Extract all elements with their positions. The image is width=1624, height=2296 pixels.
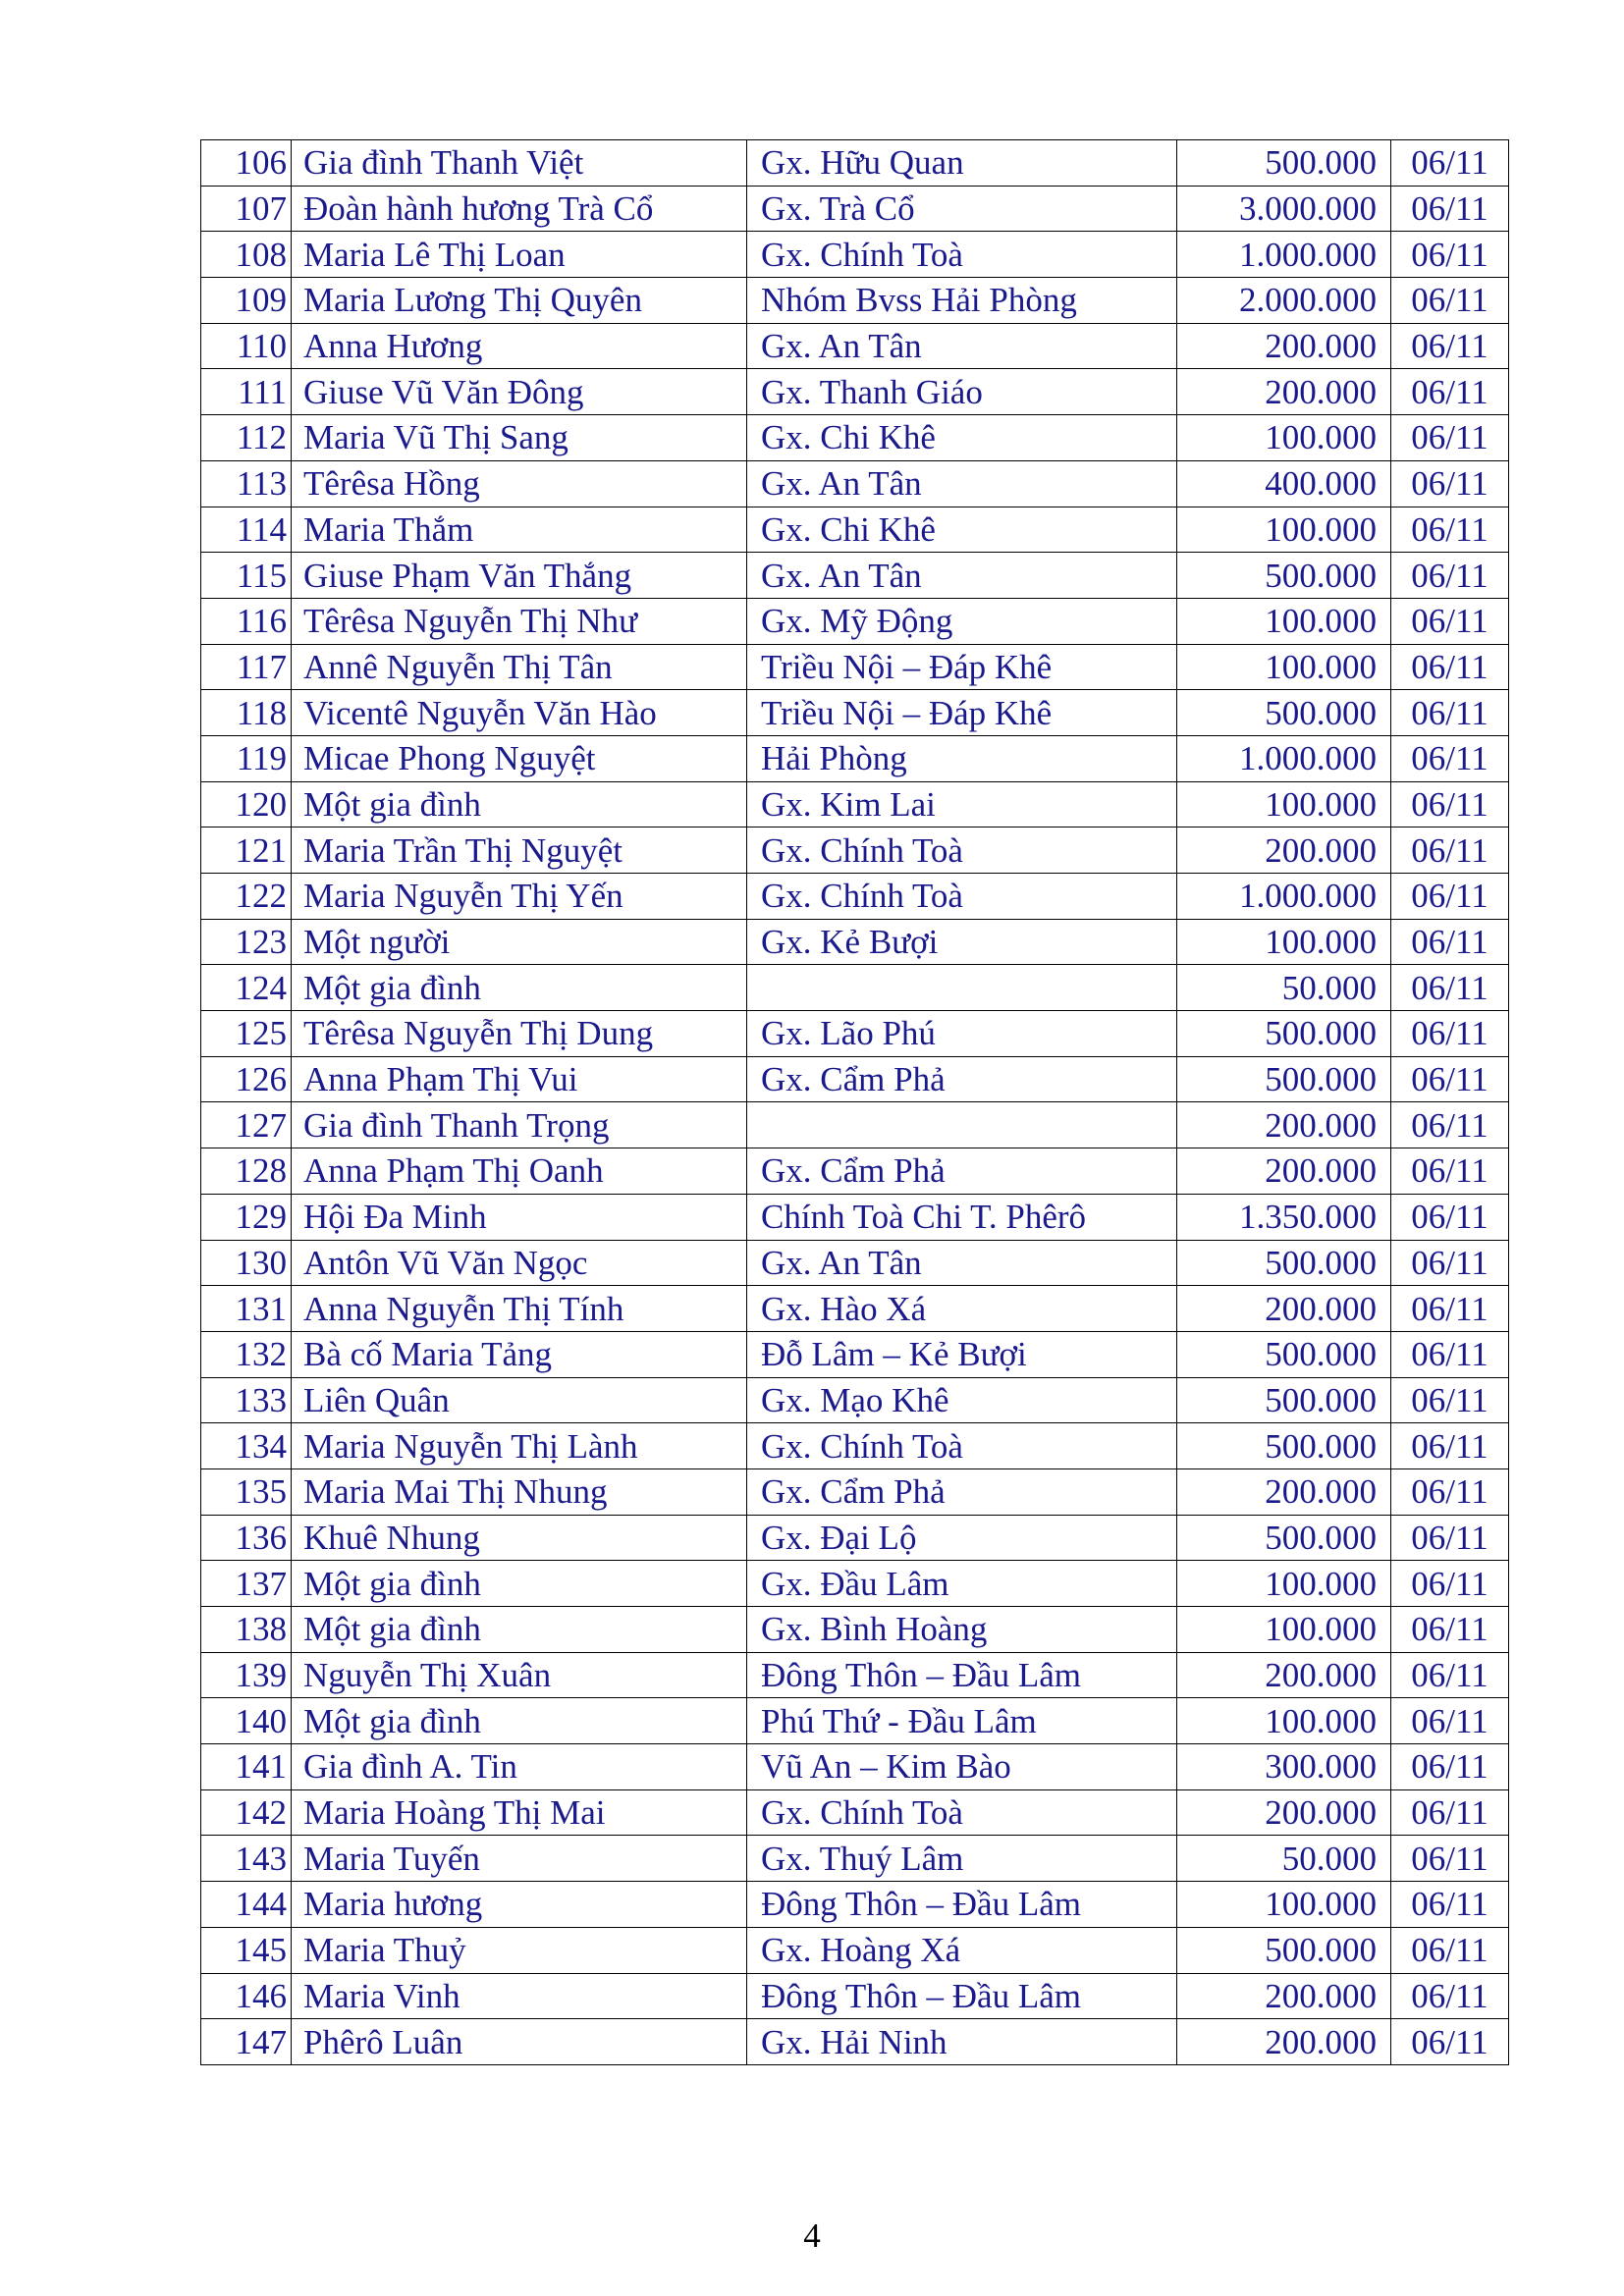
donation-date: 06/11 [1391, 874, 1509, 920]
donor-name: Giuse Phạm Văn Thắng [292, 553, 747, 599]
parish-location: Triều Nội – Đáp Khê [747, 644, 1177, 690]
parish-location: Gx. Đại Lộ [747, 1515, 1177, 1561]
table-row [201, 415, 1509, 461]
donation-amount: 200.000 [1177, 1468, 1391, 1515]
donation-date: 06/11 [1391, 186, 1509, 232]
donor-name: Maria Thắm [292, 507, 747, 553]
donation-date: 06/11 [1391, 1240, 1509, 1286]
entry-number: 121 [201, 828, 292, 874]
donation-amount: 500.000 [1177, 1056, 1391, 1102]
table-row [201, 323, 1509, 369]
table-row [201, 1148, 1509, 1195]
parish-location: Gx. Cẩm Phả [747, 1468, 1177, 1515]
entry-number: 119 [201, 735, 292, 781]
donation-amount: 500.000 [1177, 1240, 1391, 1286]
table-row [201, 598, 1509, 644]
donation-amount: 100.000 [1177, 598, 1391, 644]
donation-amount: 200.000 [1177, 1973, 1391, 2019]
entry-number: 136 [201, 1515, 292, 1561]
donation-amount: 500.000 [1177, 1011, 1391, 1057]
donation-amount: 1.000.000 [1177, 874, 1391, 920]
parish-location: Gx. Trà Cổ [747, 186, 1177, 232]
entry-number: 122 [201, 874, 292, 920]
donor-name: Maria Hoàng Thị Mai [292, 1789, 747, 1836]
table-row [201, 828, 1509, 874]
table-row [201, 1698, 1509, 1744]
donation-amount: 50.000 [1177, 965, 1391, 1011]
entry-number: 107 [201, 186, 292, 232]
donation-amount: 500.000 [1177, 1927, 1391, 1973]
entry-number: 126 [201, 1056, 292, 1102]
donation-amount: 500.000 [1177, 1423, 1391, 1469]
entry-number: 131 [201, 1286, 292, 1332]
parish-location: Gx. An Tân [747, 460, 1177, 507]
parish-location: Gx. An Tân [747, 553, 1177, 599]
parish-location: Triều Nội – Đáp Khê [747, 690, 1177, 736]
entry-number: 124 [201, 965, 292, 1011]
donation-amount: 1.000.000 [1177, 232, 1391, 278]
donation-amount: 3.000.000 [1177, 186, 1391, 232]
donation-amount: 200.000 [1177, 828, 1391, 874]
donation-amount: 100.000 [1177, 1698, 1391, 1744]
donor-name: Maria hương [292, 1882, 747, 1928]
donor-name: Têrêsa Hồng [292, 460, 747, 507]
parish-location: Gx. Bình Hoàng [747, 1607, 1177, 1653]
donation-date: 06/11 [1391, 1882, 1509, 1928]
donor-name: Anna Phạm Thị Vui [292, 1056, 747, 1102]
donation-date: 06/11 [1391, 1789, 1509, 1836]
parish-location: Gx. Chính Toà [747, 1423, 1177, 1469]
table-row [201, 1882, 1509, 1928]
parish-location: Chính Toà Chi T. Phêrô [747, 1194, 1177, 1240]
donation-amount: 200.000 [1177, 1789, 1391, 1836]
donation-date: 06/11 [1391, 140, 1509, 187]
entry-number: 134 [201, 1423, 292, 1469]
donation-amount: 100.000 [1177, 919, 1391, 965]
donation-amount: 200.000 [1177, 369, 1391, 415]
donation-date: 06/11 [1391, 1331, 1509, 1377]
entry-number: 133 [201, 1377, 292, 1423]
donor-name: Anna Nguyễn Thị Tính [292, 1286, 747, 1332]
donation-date: 06/11 [1391, 232, 1509, 278]
donation-date: 06/11 [1391, 1561, 1509, 1607]
donation-date: 06/11 [1391, 1286, 1509, 1332]
donor-name: Maria Mai Thị Nhung [292, 1468, 747, 1515]
entry-number: 142 [201, 1789, 292, 1836]
parish-location: Gx. Mạo Khê [747, 1377, 1177, 1423]
parish-location: Gx. An Tân [747, 323, 1177, 369]
donation-amount: 400.000 [1177, 460, 1391, 507]
parish-location [747, 965, 1177, 1011]
parish-location: Gx. Chính Toà [747, 874, 1177, 920]
donation-amount: 500.000 [1177, 1515, 1391, 1561]
donation-date: 06/11 [1391, 1102, 1509, 1148]
donor-name: Phêrô Luân [292, 2019, 747, 2065]
entry-number: 111 [201, 369, 292, 415]
donation-amount: 100.000 [1177, 507, 1391, 553]
donor-name: Đoàn hành hương Trà Cổ [292, 186, 747, 232]
table-row [201, 278, 1509, 324]
entry-number: 120 [201, 781, 292, 828]
donor-name: Gia đình Thanh Trọng [292, 1102, 747, 1148]
donation-amount: 100.000 [1177, 1882, 1391, 1928]
donor-name: Một gia đình [292, 781, 747, 828]
donation-amount: 100.000 [1177, 781, 1391, 828]
donor-name: Nguyễn Thị Xuân [292, 1652, 747, 1698]
donor-name: Maria Nguyễn Thị Yến [292, 874, 747, 920]
entry-number: 145 [201, 1927, 292, 1973]
donor-name: Maria Thuỷ [292, 1927, 747, 1973]
donation-amount: 100.000 [1177, 1561, 1391, 1607]
parish-location: Gx. Kẻ Bượi [747, 919, 1177, 965]
donor-name: Anna Hương [292, 323, 747, 369]
donor-name: Micae Phong Nguyệt [292, 735, 747, 781]
donor-name: Maria Nguyễn Thị Lành [292, 1423, 747, 1469]
donation-date: 06/11 [1391, 460, 1509, 507]
entry-number: 129 [201, 1194, 292, 1240]
donation-date: 06/11 [1391, 1468, 1509, 1515]
table-row [201, 460, 1509, 507]
donation-amount: 500.000 [1177, 690, 1391, 736]
donation-date: 06/11 [1391, 553, 1509, 599]
parish-location: Hải Phòng [747, 735, 1177, 781]
donation-amount: 100.000 [1177, 415, 1391, 461]
donation-amount: 50.000 [1177, 1836, 1391, 1882]
entry-number: 147 [201, 2019, 292, 2065]
donor-name: Têrêsa Nguyễn Thị Như [292, 598, 747, 644]
table-row [201, 1377, 1509, 1423]
parish-location: Gx. Chính Toà [747, 232, 1177, 278]
table-row [201, 1286, 1509, 1332]
donation-amount: 1.000.000 [1177, 735, 1391, 781]
table-row [201, 1927, 1509, 1973]
donation-amount: 200.000 [1177, 1102, 1391, 1148]
parish-location: Gx. Hữu Quan [747, 140, 1177, 187]
donor-name: Bà cố Maria Tảng [292, 1331, 747, 1377]
donation-date: 06/11 [1391, 781, 1509, 828]
donation-amount: 200.000 [1177, 1652, 1391, 1698]
donation-date: 06/11 [1391, 598, 1509, 644]
donor-name: Maria Tuyến [292, 1836, 747, 1882]
donation-date: 06/11 [1391, 735, 1509, 781]
table-row [201, 735, 1509, 781]
table-row [201, 1240, 1509, 1286]
donation-amount: 500.000 [1177, 140, 1391, 187]
donation-date: 06/11 [1391, 1423, 1509, 1469]
parish-location: Gx. Đầu Lâm [747, 1561, 1177, 1607]
entry-number: 114 [201, 507, 292, 553]
parish-location: Đông Thôn – Đầu Lâm [747, 1652, 1177, 1698]
parish-location: Vũ An – Kim Bào [747, 1744, 1177, 1790]
parish-location: Gx. Hải Ninh [747, 2019, 1177, 2065]
donation-amount: 100.000 [1177, 1607, 1391, 1653]
table-row [201, 965, 1509, 1011]
parish-location: Gx. Hoàng Xá [747, 1927, 1177, 1973]
parish-location: Gx. Cẩm Phả [747, 1148, 1177, 1195]
entry-number: 112 [201, 415, 292, 461]
table-row [201, 1789, 1509, 1836]
donation-amount: 300.000 [1177, 1744, 1391, 1790]
table-row [201, 1607, 1509, 1653]
donor-name: Khuê Nhung [292, 1515, 747, 1561]
donation-date: 06/11 [1391, 690, 1509, 736]
table-row [201, 1652, 1509, 1698]
donation-amount: 500.000 [1177, 553, 1391, 599]
parish-location: Gx. Chi Khê [747, 507, 1177, 553]
donor-name: Annê Nguyễn Thị Tân [292, 644, 747, 690]
table-row [201, 644, 1509, 690]
donation-amount: 200.000 [1177, 1286, 1391, 1332]
table-row [201, 186, 1509, 232]
donor-name: Têrêsa Nguyễn Thị Dung [292, 1011, 747, 1057]
donation-date: 06/11 [1391, 415, 1509, 461]
donation-date: 06/11 [1391, 1744, 1509, 1790]
table-row [201, 369, 1509, 415]
parish-location: Gx. Chi Khê [747, 415, 1177, 461]
table-row [201, 553, 1509, 599]
donor-name: Một gia đình [292, 1561, 747, 1607]
parish-location: Phú Thứ - Đầu Lâm [747, 1698, 1177, 1744]
entry-number: 113 [201, 460, 292, 507]
entry-number: 109 [201, 278, 292, 324]
donor-name: Maria Vũ Thị Sang [292, 415, 747, 461]
entry-number: 116 [201, 598, 292, 644]
entry-number: 110 [201, 323, 292, 369]
entry-number: 140 [201, 1698, 292, 1744]
donation-amount: 500.000 [1177, 1377, 1391, 1423]
table-row [201, 1011, 1509, 1057]
donation-amount: 200.000 [1177, 2019, 1391, 2065]
donor-name: Maria Vinh [292, 1973, 747, 2019]
donation-date: 06/11 [1391, 2019, 1509, 2065]
table-row [201, 1102, 1509, 1148]
entry-number: 130 [201, 1240, 292, 1286]
donor-name: Antôn Vũ Văn Ngọc [292, 1240, 747, 1286]
donation-amount: 200.000 [1177, 323, 1391, 369]
donation-date: 06/11 [1391, 1973, 1509, 2019]
entry-number: 118 [201, 690, 292, 736]
table-row [201, 1331, 1509, 1377]
donation-amount: 500.000 [1177, 1331, 1391, 1377]
donation-date: 06/11 [1391, 965, 1509, 1011]
entry-number: 125 [201, 1011, 292, 1057]
donation-amount: 200.000 [1177, 1148, 1391, 1195]
table-row [201, 781, 1509, 828]
donor-name: Anna Phạm Thị Oanh [292, 1148, 747, 1195]
parish-location: Gx. Chính Toà [747, 1789, 1177, 1836]
entry-number: 108 [201, 232, 292, 278]
entry-number: 128 [201, 1148, 292, 1195]
table-row [201, 1515, 1509, 1561]
entry-number: 132 [201, 1331, 292, 1377]
parish-location: Gx. Hào Xá [747, 1286, 1177, 1332]
donation-table [200, 139, 1509, 2065]
donation-amount: 2.000.000 [1177, 278, 1391, 324]
table-row [201, 1744, 1509, 1790]
donation-date: 06/11 [1391, 1148, 1509, 1195]
parish-location: Gx. Lão Phú [747, 1011, 1177, 1057]
donor-name: Một gia đình [292, 965, 747, 1011]
donor-name: Gia đình A. Tin [292, 1744, 747, 1790]
table-row [201, 1056, 1509, 1102]
entry-number: 123 [201, 919, 292, 965]
parish-location: Gx. An Tân [747, 1240, 1177, 1286]
table-row [201, 1561, 1509, 1607]
parish-location: Gx. Cẩm Phả [747, 1056, 1177, 1102]
entry-number: 137 [201, 1561, 292, 1607]
parish-location: Gx. Thuý Lâm [747, 1836, 1177, 1882]
table-row [201, 1468, 1509, 1515]
table-row [201, 232, 1509, 278]
table-row [201, 874, 1509, 920]
parish-location: Gx. Mỹ Động [747, 598, 1177, 644]
donor-name: Maria Trần Thị Nguyệt [292, 828, 747, 874]
donor-name: Một gia đình [292, 1698, 747, 1744]
table-row [201, 690, 1509, 736]
donation-date: 06/11 [1391, 1927, 1509, 1973]
donation-date: 06/11 [1391, 1652, 1509, 1698]
table-row [201, 2019, 1509, 2065]
donation-date: 06/11 [1391, 278, 1509, 324]
entry-number: 135 [201, 1468, 292, 1515]
donation-date: 06/11 [1391, 1607, 1509, 1653]
entry-number: 144 [201, 1882, 292, 1928]
donation-date: 06/11 [1391, 1377, 1509, 1423]
table-row [201, 1194, 1509, 1240]
entry-number: 117 [201, 644, 292, 690]
entry-number: 141 [201, 1744, 292, 1790]
donation-date: 06/11 [1391, 323, 1509, 369]
entry-number: 106 [201, 140, 292, 187]
donor-name: Một người [292, 919, 747, 965]
table-row [201, 1973, 1509, 2019]
donor-name: Liên Quân [292, 1377, 747, 1423]
donor-name: Một gia đình [292, 1607, 747, 1653]
donation-date: 06/11 [1391, 369, 1509, 415]
table-row [201, 1423, 1509, 1469]
donation-table-body [201, 140, 1509, 2065]
table-row [201, 507, 1509, 553]
donation-amount: 1.350.000 [1177, 1194, 1391, 1240]
donation-date: 06/11 [1391, 1515, 1509, 1561]
donor-name: Maria Lê Thị Loan [292, 232, 747, 278]
donation-date: 06/11 [1391, 1011, 1509, 1057]
page-number: 4 [803, 2216, 821, 2255]
donation-date: 06/11 [1391, 1836, 1509, 1882]
donation-date: 06/11 [1391, 507, 1509, 553]
donation-date: 06/11 [1391, 1194, 1509, 1240]
entry-number: 143 [201, 1836, 292, 1882]
parish-location: Đông Thôn – Đầu Lâm [747, 1973, 1177, 2019]
donation-date: 06/11 [1391, 919, 1509, 965]
entry-number: 138 [201, 1607, 292, 1653]
donor-name: Gia đình Thanh Việt [292, 140, 747, 187]
table-row [201, 919, 1509, 965]
parish-location: Gx. Thanh Giáo [747, 369, 1177, 415]
donor-name: Vicentê Nguyễn Văn Hào [292, 690, 747, 736]
donation-date: 06/11 [1391, 644, 1509, 690]
table-row [201, 1836, 1509, 1882]
donation-amount: 100.000 [1177, 644, 1391, 690]
parish-location: Đỗ Lâm – Kẻ Bượi [747, 1331, 1177, 1377]
entry-number: 139 [201, 1652, 292, 1698]
donation-date: 06/11 [1391, 1698, 1509, 1744]
donation-date: 06/11 [1391, 828, 1509, 874]
parish-location: Gx. Chính Toà [747, 828, 1177, 874]
entry-number: 115 [201, 553, 292, 599]
donor-name: Maria Lương Thị Quyên [292, 278, 747, 324]
parish-location: Đông Thôn – Đầu Lâm [747, 1882, 1177, 1928]
donor-name: Giuse Vũ Văn Đông [292, 369, 747, 415]
parish-location [747, 1102, 1177, 1148]
donor-name: Hội Đa Minh [292, 1194, 747, 1240]
entry-number: 127 [201, 1102, 292, 1148]
parish-location: Nhóm Bvss Hải Phòng [747, 278, 1177, 324]
table-row [201, 140, 1509, 187]
parish-location: Gx. Kim Lai [747, 781, 1177, 828]
entry-number: 146 [201, 1973, 292, 2019]
donation-date: 06/11 [1391, 1056, 1509, 1102]
